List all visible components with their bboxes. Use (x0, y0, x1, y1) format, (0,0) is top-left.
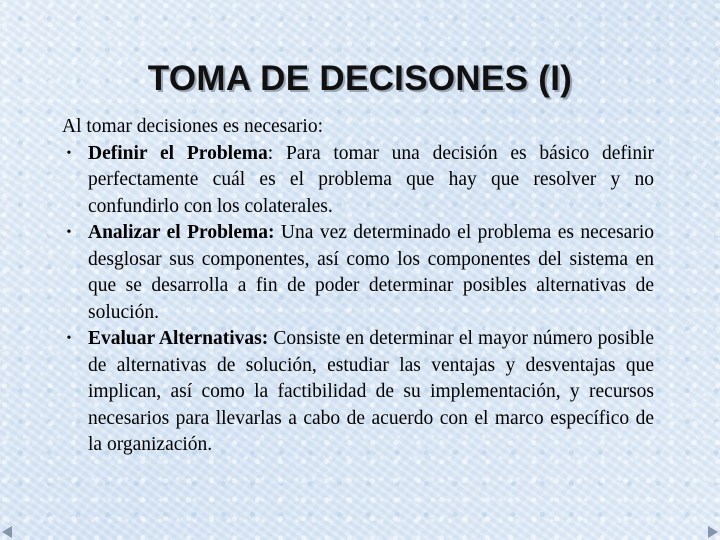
list-item-term: Definir el Problema (88, 142, 268, 164)
list-item-text: : Para tomar una decisión es básico definir perfectamente cuál es el problema que hay que resolver y no confundirlo con los colaterales. (88, 142, 654, 217)
triangle-left-icon[interactable] (2, 526, 12, 538)
slide-body (62, 114, 654, 459)
list-item-text: Consiste en determinar el mayor número posible de alternativas de solución, estudiar las ventajas y desventajas que implican, así como la factibilidad de su implementación, y recursos necesarios para llevarlas a cabo de acuerdo con el marco específico de la organización. (88, 328, 655, 455)
list-item (62, 141, 654, 221)
bullet-icon: • (66, 145, 72, 161)
intro-text: Al tomar decisiones es necesario: (62, 116, 323, 137)
bullet-icon: • (66, 331, 72, 346)
list-item-term: Analizar el Problema: (88, 222, 275, 243)
bullet-list (62, 141, 654, 459)
slide-title: TOMA DE DECISONES (I) (147, 59, 573, 98)
list-item-term: Evaluar Alternativas: (88, 328, 269, 349)
list-item (62, 220, 654, 326)
list-item (62, 326, 654, 459)
bullet-icon: • (66, 225, 72, 240)
list-item-text: Una vez determinado el problema es necesario desglosar sus componentes, así como los componentes del sistema en que se desarrolla a fin de poder determinar posibles alternativas de solución. (88, 222, 654, 323)
triangle-right-icon[interactable] (708, 526, 718, 538)
